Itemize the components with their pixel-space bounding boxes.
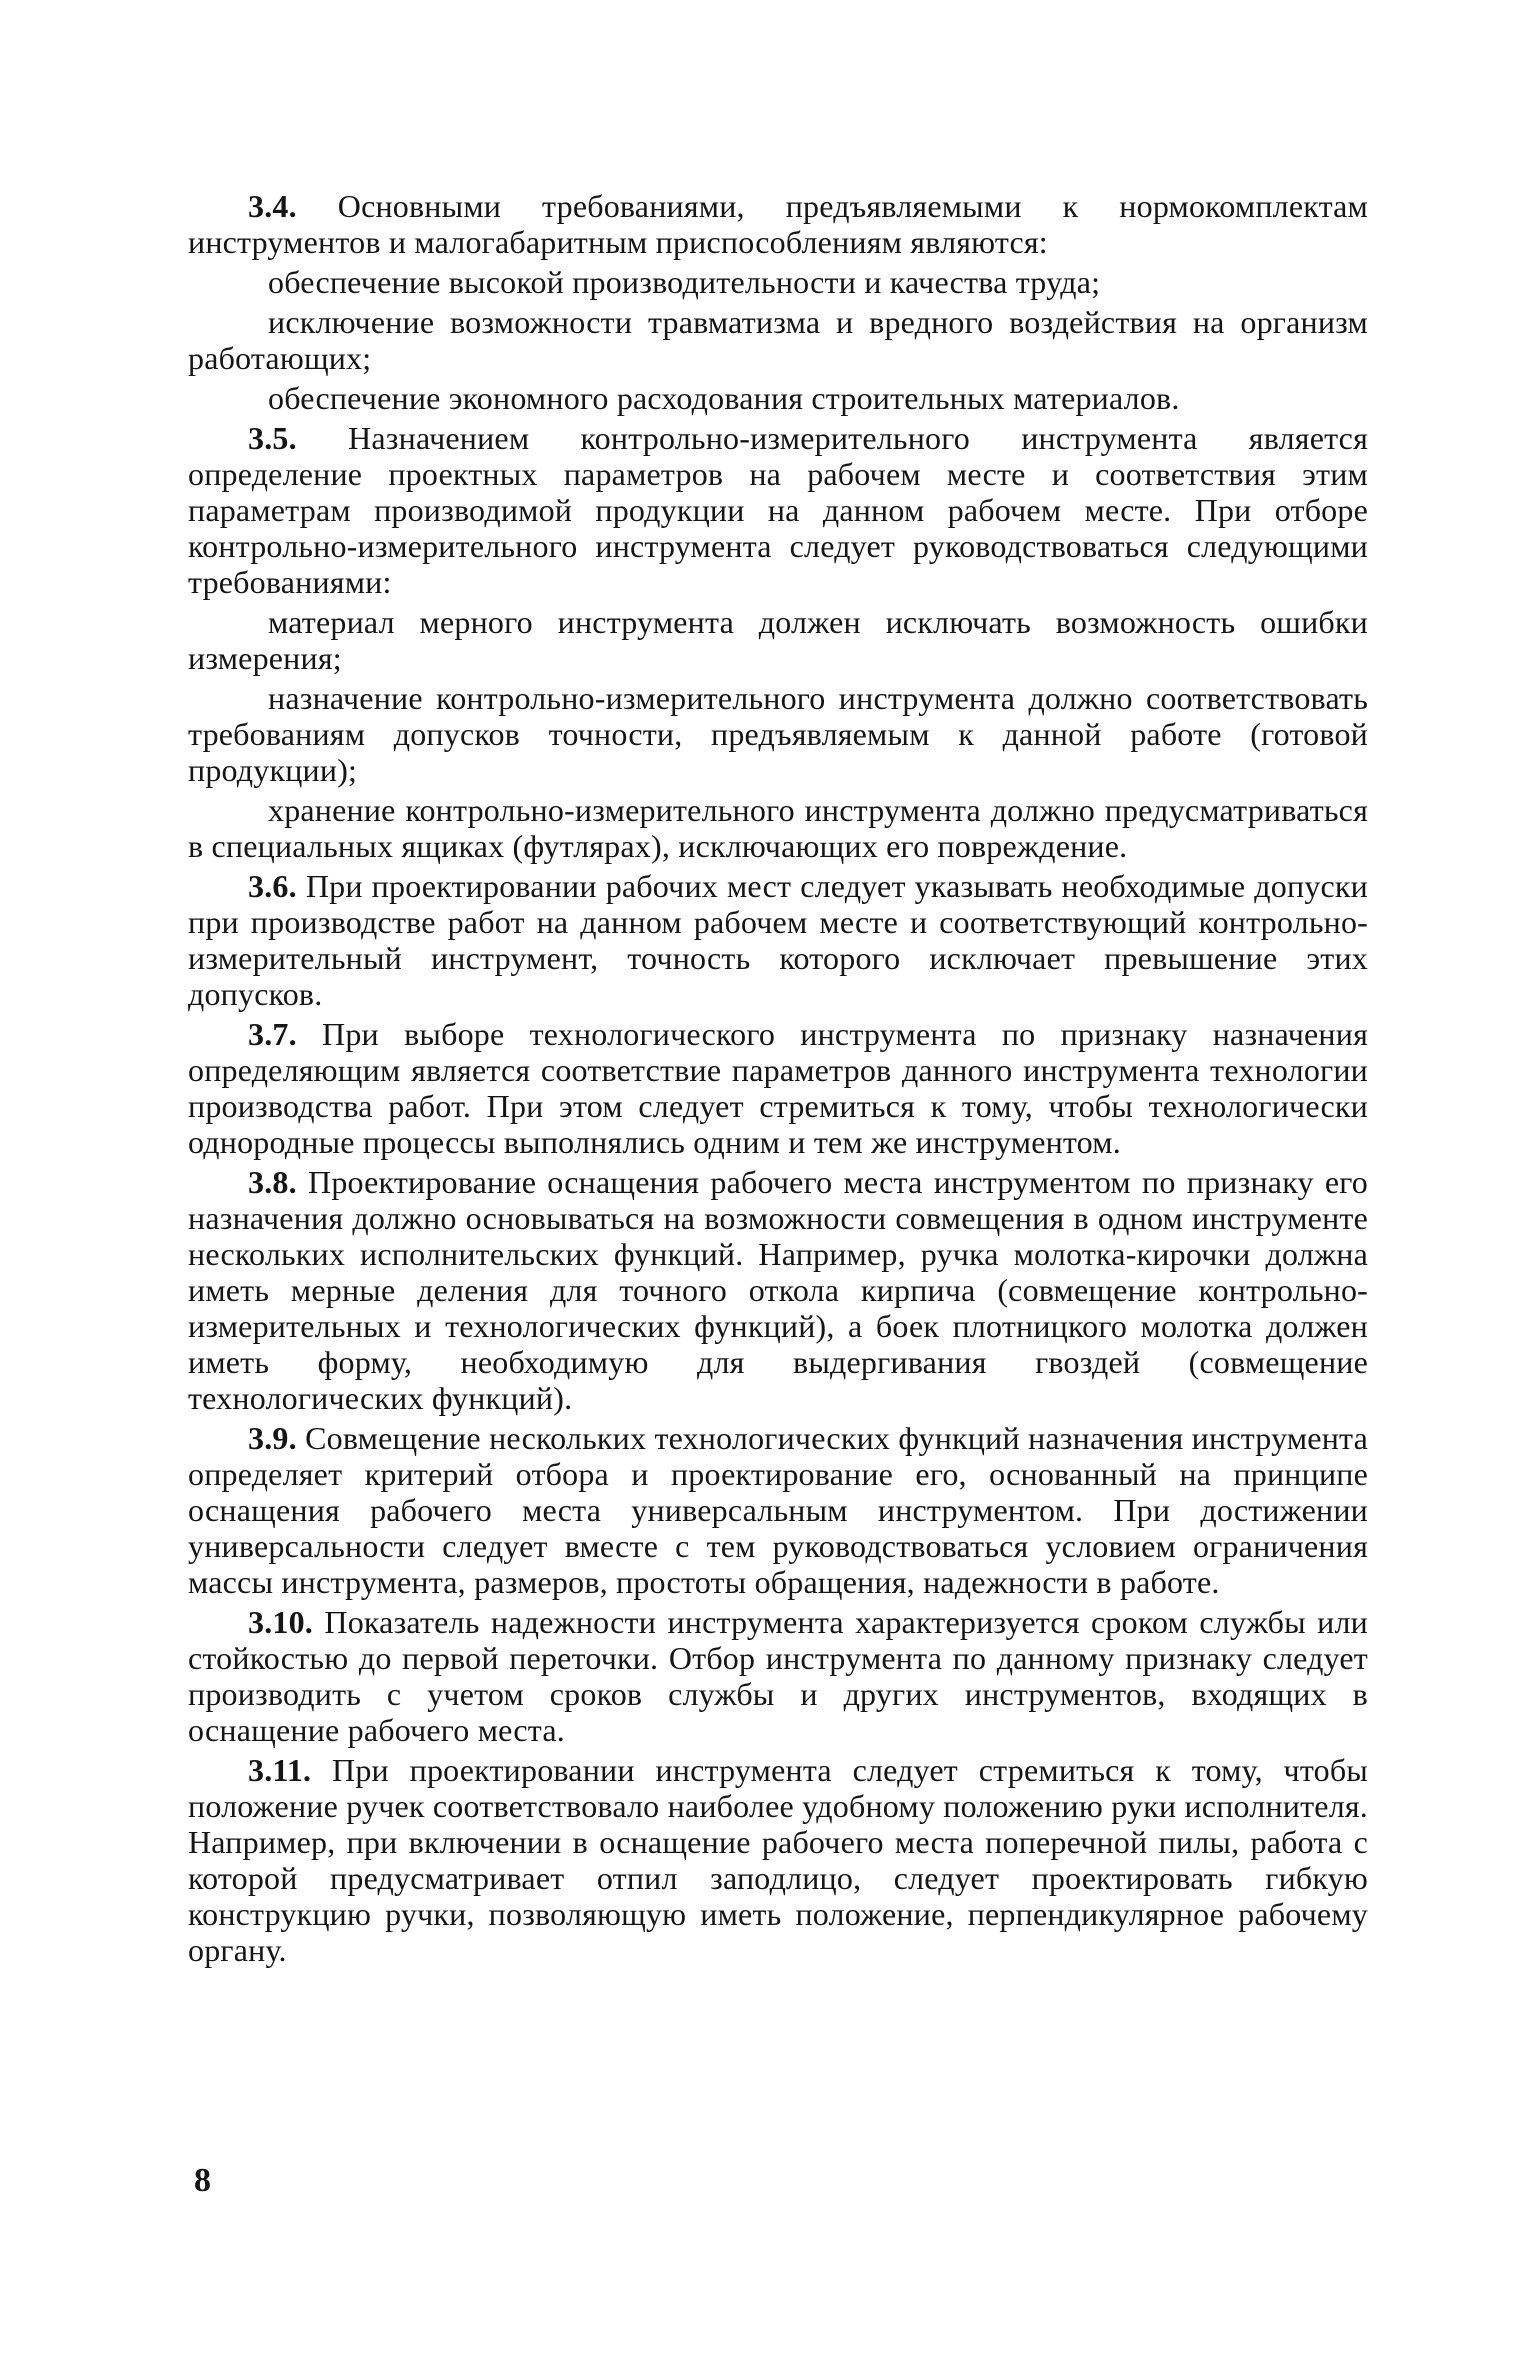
list-item: обеспечение высокой производительности и качества труда; (268, 264, 1101, 300)
section-text: При выборе технологического инструмента по признаку назначения определяющим является соответствие параметров данного инструмента технологии производства работ. При этом следует стремиться к тому, чтобы технологически однородные процессы выполнялись одним и тем же инструментом. (188, 1016, 1369, 1160)
document-body (188, 188, 1368, 1972)
section-number: 3.5. (248, 420, 297, 456)
section-number: 3.8. (248, 1164, 297, 1200)
list-item: обеспечение экономного расходования строительных материалов. (268, 380, 1180, 416)
section-number: 3.7. (248, 1016, 297, 1052)
section-text: Основными требованиями, предъявляемыми к нормокомплектам инструментов и малогабаритным приспособлениям являются: (188, 188, 1368, 260)
section-number: 3.10. (248, 1604, 313, 1640)
list-item: исключение возможности травматизма и вредного воздействия на организм работающих; (188, 304, 1368, 376)
section-3-5 (188, 420, 1368, 600)
section-text: Показатель надежности инструмента характеризуется сроком службы или стойкостью до первой переточки. Отбор инструмента по данному признаку следует производить с учетом сроков службы и других инструментов, входящих в оснащение рабочего места. (188, 1604, 1368, 1748)
section-text: При проектировании рабочих мест следует указывать необходимые допуски при производстве работ на данном рабочем месте и соответствующий контрольно-измерительный инструмент, точность которого исключает превышение этих допусков. (188, 868, 1368, 1012)
section-3-11 (188, 1752, 1368, 1968)
section-number: 3.6. (248, 868, 297, 904)
section-3-7 (188, 1016, 1368, 1160)
page-number: 8 (194, 2162, 211, 2199)
section-number: 3.4. (248, 188, 297, 224)
list-item: хранение контрольно-измерительного инструмента должно предусматриваться в специальных ящиках (футлярах), исключающих его повреждение. (188, 792, 1368, 864)
section-text: Совмещение нескольких технологических функций назначения инструмента определяет критерий отбора и проектирование его, основанный на принципе оснащения рабочего места универсальным инструментом. При достижении универсальности следует вместе с тем руководствоваться условием ограничения массы инструмента, размеров, простоты обращения, надежности в работе. (188, 1420, 1369, 1600)
section-number: 3.11. (248, 1752, 312, 1788)
section-text: При проектировании инструмента следует стремиться к тому, чтобы положение ручек соответствовало наиболее удобному положению руки исполнителя. Например, при включении в оснащение рабочего места поперечной пилы, работа с которой предусматривает отпил заподлицо, следует проектировать гибкую конструкцию ручки, позволяющую иметь положение, перпендикулярное рабочему органу. (188, 1752, 1368, 1968)
section-3-9 (188, 1420, 1368, 1600)
list-item: материал мерного инструмента должен исключать возможность ошибки измерения; (188, 604, 1368, 676)
section-3-6 (188, 868, 1368, 1012)
section-text: Назначением контрольно-измерительного инструмента является определение проектных параметров на рабочем месте и соответствия этим параметрам производимой продукции на данном рабочем месте. При отборе контрольно-измерительного инструмента следует руководствоваться следующими требованиями: (188, 420, 1369, 600)
section-3-4 (188, 188, 1368, 260)
section-3-8 (188, 1164, 1368, 1416)
section-text: Проектирование оснащения рабочего места инструментом по признаку его назначения должно основываться на возможности совмещения в одном инструменте нескольких исполнительских функций. Например, ручка молотка-кирочки должна иметь мерные деления для точного откола кирпича (совмещение контрольно-измерительных и технологических функций), а боек плотницкого молотка должен иметь форму, необходимую для выдергивания гвоздей (совмещение технологических функций). (188, 1164, 1369, 1416)
section-3-10 (188, 1604, 1368, 1748)
list-item: назначение контрольно-измерительного инструмента должно соответствовать требованиям допусков точности, предъявляемым к данной работе (готовой продукции); (188, 680, 1368, 788)
section-number: 3.9. (248, 1420, 297, 1456)
